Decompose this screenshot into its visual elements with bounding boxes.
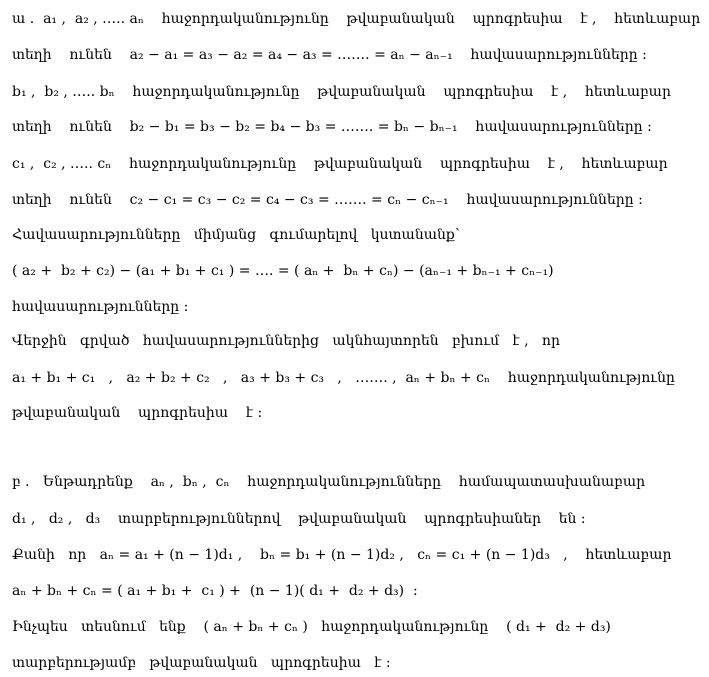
text-line: տարբերությամբ թվաբանական պրոգրեսիա է : [12, 655, 391, 671]
text-line: a₁ + b₁ + c₁ , a₂ + b₂ + c₂ , a₃ + b₃ + c₃ , ……. , aₙ + bₙ + cₙ հաջորդականությունը [12, 370, 675, 386]
text-line: տեղի ունեն b₂ − b₁ = b₃ − b₂ = b₄ − b₃ = ……. = bₙ − bₙ₋₁ հավասարությունները : [12, 119, 652, 135]
text-line: Ինչպես տեսնում ենք ( aₙ + bₙ + cₙ ) հաջորդականությունը ( d₁ + d₂ + d₃) [12, 619, 611, 635]
text-line: տեղի ունեն c₂ − c₁ = c₃ − c₂ = c₄ − c₃ = ……. = cₙ − cₙ₋₁ հավասարությունները : [12, 192, 643, 208]
text-line: c₁ , c₂ , ….. cₙ հաջորդականությունը թվաբանական պրոգրեսիա է , հետևաբար [12, 156, 668, 172]
text-line: ա . a₁ , a₂ , ….. aₙ հաջորդականությունը թվաբանական պրոգրեսիա է , հետևաբար [12, 11, 701, 27]
text-line: Վերջին գրված հավասարություններից ակնհայտորեն բխում է , որ [12, 333, 560, 349]
text-line: d₁ , d₂ , d₃ տարբերություններով թվաբանական պրոգրեսիաներ են : [12, 511, 586, 527]
text-line: հավասարությունները : [12, 299, 189, 315]
equation-line: ( a₂ + b₂ + c₂) − (a₁ + b₁ + c₁ ) = …. = ( aₙ + bₙ + cₙ) − (aₙ₋₁ + bₙ₋₁ + cₙ₋₁) [12, 263, 554, 279]
equation-line: aₙ + bₙ + cₙ = ( a₁ + b₁ + c₁ ) + (n − 1)( d₁ + d₂ + d₃) : [12, 583, 418, 599]
text-line: թվաբանական պրոգրեսիա է : [12, 405, 263, 421]
text-line: b₁ , b₂ , ….. bₙ հաջորդականությունը թվաբանական պրոգրեսիա է , հետևաբար [12, 84, 671, 100]
text-line: բ . Ենթադրենք aₙ , bₙ , cₙ հաջորդականությունները համապատասխանաբար [12, 474, 646, 490]
text-line: Հավասարությունները միմյանց գումարելով կստանանք՝ [12, 227, 460, 243]
text-line: տեղի ունեն a₂ − a₁ = a₃ − a₂ = a₄ − a₃ = ……. = aₙ − aₙ₋₁ հավասարությունները : [12, 47, 647, 63]
text-line: Քանի որ aₙ = a₁ + (n − 1)d₁ , bₙ = b₁ + (n − 1)d₂ , cₙ = c₁ + (n − 1)d₃ , հետևաբար [12, 547, 672, 563]
